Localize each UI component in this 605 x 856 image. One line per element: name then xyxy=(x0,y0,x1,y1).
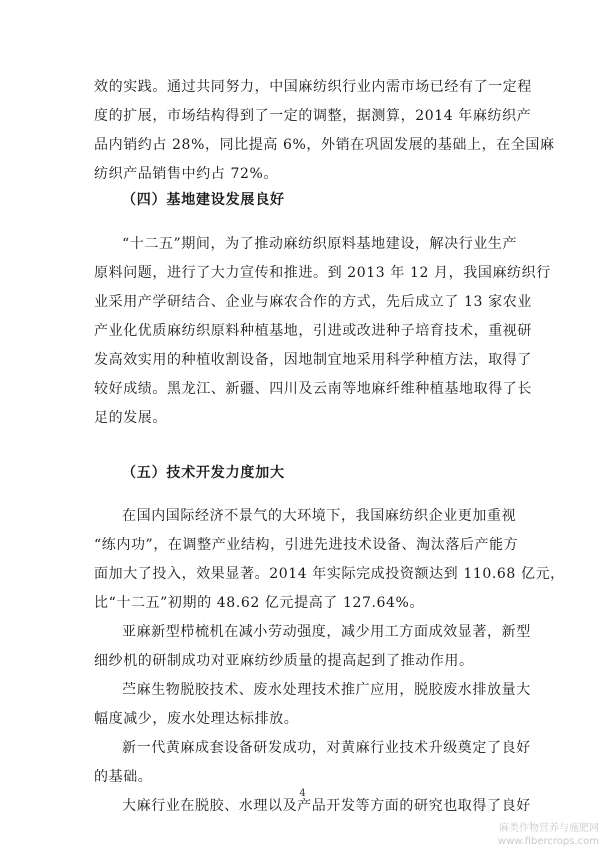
paragraph-2-line-2: 原料问题，进行了大力宣传和推进。到 2013 年 12 月，我国麻纺织行 xyxy=(94,265,551,281)
paragraph-2-line-4: 产业化优质麻纺织原料种植基地，引进或改进种子培育技术，重视研 xyxy=(94,323,532,339)
paragraph-6-line-2: 的基础。 xyxy=(94,769,153,785)
paragraph-6-line-1: 新一代黄麻成套设备研发成功，对黄麻行业技术升级奠定了良好 xyxy=(122,740,531,756)
section-heading-5: （五）技术开发力度加大 xyxy=(122,465,285,481)
paragraph-3-line-3: 面加大了投入，效果显著。2014 年实际完成投资额达到 110.68 亿元， xyxy=(94,566,565,582)
paragraph-7-line-1: 大麻行业在脱胶、水理以及产品开发等方面的研究也取得了良好 xyxy=(122,798,531,814)
paragraph-2-line-6: 较好成绩。黑龙江、新疆、四川及云南等地麻纤维种植基地取得了长 xyxy=(94,381,532,397)
watermark-site-name: 麻类作物营养与施肥网 xyxy=(499,823,599,834)
paragraph-3-line-1: 在国内国际经济不景气的大环境下，我国麻纺织企业更加重视 xyxy=(122,508,517,524)
paragraph-1-line-2: 度的扩展，市场结构得到了一定的调整，据测算，2014 年麻纺织产 xyxy=(94,108,532,124)
watermark xyxy=(498,822,599,848)
page-number: 4 xyxy=(299,788,306,799)
paragraph-1-line-1: 效的实践。通过共同努力，中国麻纺织行业内需市场已经有了一定程 xyxy=(94,79,532,95)
paragraph-1-line-4: 纺织产品销售中约占 72%。 xyxy=(94,166,278,182)
paragraph-3-line-2: “练内功”，在调整产业结构，引进先进技术设备、淘汰落后产能方 xyxy=(94,537,519,553)
paragraph-2-line-7: 足的发展。 xyxy=(94,410,167,426)
paragraph-4-line-1: 亚麻新型栉梳机在减小劳动强度，减少用工方面成效显著，新型 xyxy=(122,624,531,640)
paragraph-2-line-3: 业采用产学研结合、企业与麻农合作的方式，先后成立了 13 家农业 xyxy=(94,294,532,310)
paragraph-1-line-3: 品内销约占 28%，同比提高 6%，外销在巩固发展的基础上，在全国麻 xyxy=(94,137,555,153)
paragraph-3-line-4: 比“十二五”初期的 48.62 亿元提高了 127.64%。 xyxy=(94,595,425,611)
paragraph-5-line-2: 幅度减少，废水处理达标排放。 xyxy=(94,711,299,727)
paragraph-4-line-2: 细纱机的研制成功对亚麻纺纱质量的提高起到了推动作用。 xyxy=(94,653,474,669)
paragraph-5-line-1: 苎麻生物脱胶技术、废水处理技术推广应用，脱胶废水排放量大 xyxy=(122,682,531,698)
watermark-url: www.fibercrops.com xyxy=(497,836,599,847)
section-heading-4: （四）基地建设发展良好 xyxy=(122,192,285,208)
paragraph-2-line-5: 发高效实用的种植收割设备，因地制宜地采用科学种植方法，取得了 xyxy=(94,352,532,368)
paragraph-2-line-1: “十二五”期间，为了推动麻纺织原料基地建设，解决行业生产 xyxy=(122,236,518,252)
